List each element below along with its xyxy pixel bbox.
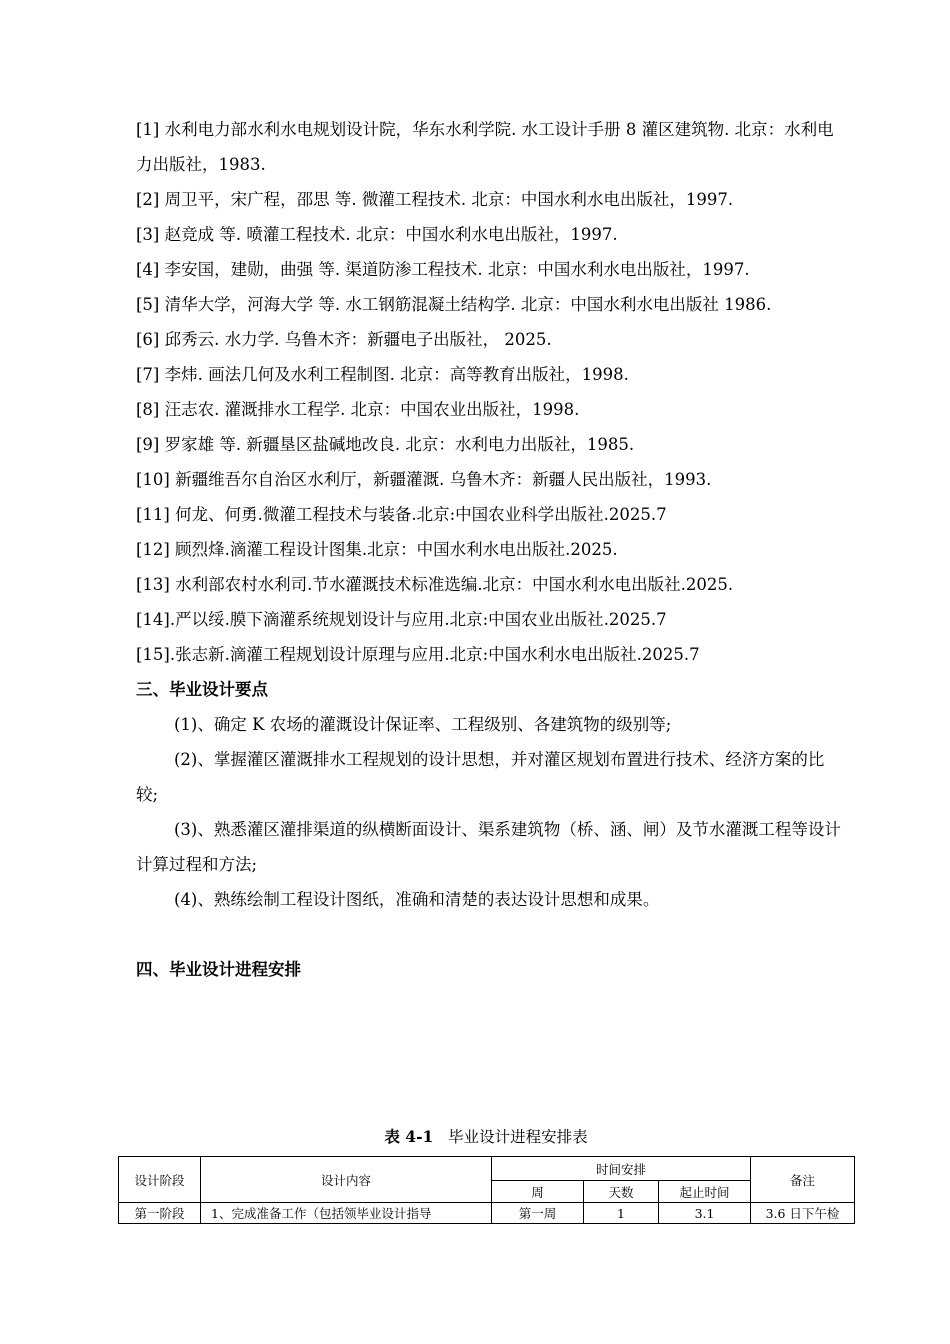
reference-list <box>136 112 842 987</box>
cell-week: 第一周 <box>492 1203 584 1224</box>
cell-stage: 第一阶段 <box>119 1203 201 1224</box>
header-stage: 设计阶段 <box>119 1157 201 1203</box>
reference-item: [8] 汪志农. 灌溉排水工程学. 北京：中国农业出版社，1998. <box>136 400 580 419</box>
reference-item: [12] 顾烈烽.滴灌工程设计图集.北京：中国水利水电出版社.2025. <box>136 540 618 559</box>
table-caption <box>118 1124 854 1150</box>
reference-item: [5] 清华大学，河海大学 等. 水工钢筋混凝土结构学. 北京：中国水利水电出版社 1986. <box>136 295 772 314</box>
table-header-row <box>119 1157 855 1181</box>
schedule-table <box>118 1156 855 1224</box>
table-row <box>119 1203 855 1224</box>
section-heading-design-points: 三、毕业设计要点 <box>136 680 268 699</box>
design-point: (1)、确定 K 农场的灌溉设计保证率、工程级别、各建筑物的级别等; <box>174 715 672 734</box>
reference-item: [4] 李安国，建勋，曲强 等. 渠道防渗工程技术. 北京：中国水利水电出版社，1997. <box>136 260 750 279</box>
design-point: (3)、熟悉灌区灌排渠道的纵横断面设计、渠系建筑物（桥、涵、闸）及节水灌溉工程等设计计算过程和方法; <box>136 820 841 874</box>
reference-item: [9] 罗家雄 等. 新疆垦区盐碱地改良. 北京：水利电力出版社，1985. <box>136 435 635 454</box>
header-content: 设计内容 <box>201 1157 492 1203</box>
reference-item: [15].张志新.滴灌工程规划设计原理与应用.北京:中国水利水电出版社.2025.7 <box>136 645 700 664</box>
reference-item: [6] 邱秀云. 水力学. 乌鲁木齐：新疆电子出版社， 2025. <box>136 330 552 349</box>
reference-item: [1] 水利电力部水利水电规划设计院，华东水利学院. 水工设计手册 8 灌区建筑物. 北京：水利电力出版社，1983. <box>136 120 834 174</box>
cell-period: 3.1 <box>659 1203 751 1224</box>
reference-item: [14].严以绥.膜下滴灌系统规划设计与应用.北京:中国农业出版社.2025.7 <box>136 610 667 629</box>
table-caption-number: 表 4-1 <box>384 1127 434 1146</box>
header-days: 天数 <box>584 1181 659 1203</box>
cell-remark: 3.6 日下午检 <box>751 1203 855 1224</box>
design-point: (4)、熟练绘制工程设计图纸，准确和清楚的表达设计思想和成果。 <box>174 890 660 909</box>
cell-days: 1 <box>584 1203 659 1224</box>
reference-item: [7] 李炜. 画法几何及水利工程制图. 北京：高等教育出版社，1998. <box>136 365 629 384</box>
spacer <box>136 917 842 952</box>
reference-item: [2] 周卫平，宋广程，邵思 等. 微灌工程技术. 北京：中国水利水电出版社，1997. <box>136 190 734 209</box>
reference-item: [3] 赵竞成 等. 喷灌工程技术. 北京：中国水利水电出版社，1997. <box>136 225 618 244</box>
section-heading-schedule: 四、毕业设计进程安排 <box>136 960 301 979</box>
reference-item: [13] 水利部农村水利司.节水灌溉技术标准选编.北京：中国水利水电出版社.2025. <box>136 575 734 594</box>
table-caption-title: 毕业设计进程安排表 <box>448 1128 588 1146</box>
header-week: 周 <box>492 1181 584 1203</box>
cell-content: 1、完成准备工作（包括领毕业设计指导 <box>201 1203 492 1224</box>
header-remark: 备注 <box>751 1157 855 1203</box>
header-period: 起止时间 <box>659 1181 751 1203</box>
header-time: 时间安排 <box>492 1157 751 1181</box>
design-point: (2)、掌握灌区灌溉排水工程规划的设计思想，并对灌区规划布置进行技术、经济方案的比较; <box>136 750 825 804</box>
reference-item: [11] 何龙、何勇.微灌工程技术与装备.北京:中国农业科学出版社.2025.7 <box>136 505 667 524</box>
reference-item: [10] 新疆维吾尔自治区水利厅，新疆灌溉. 乌鲁木齐：新疆人民出版社，1993. <box>136 470 712 489</box>
